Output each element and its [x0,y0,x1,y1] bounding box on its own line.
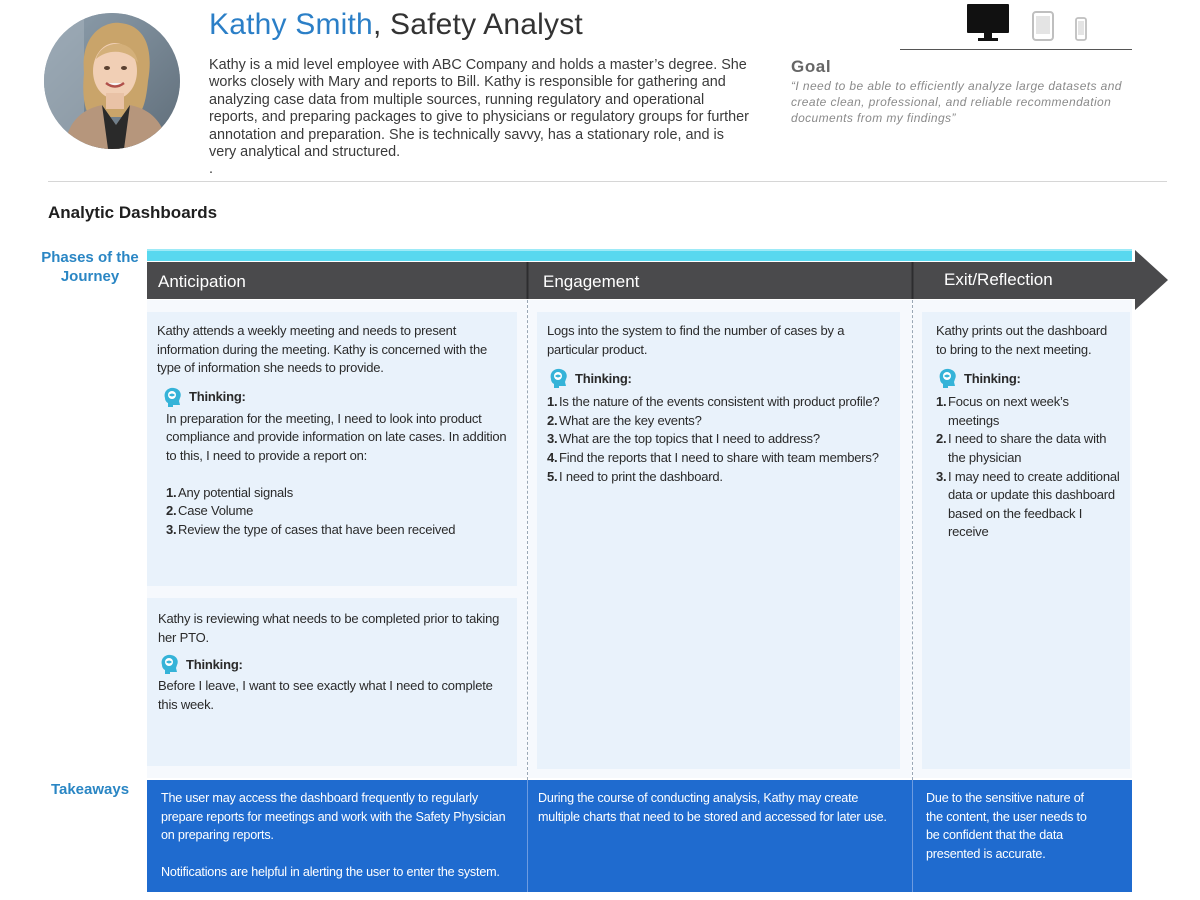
anticipation-report-list [166,484,507,540]
column-divider [527,300,528,780]
persona-name: Kathy Smith [209,8,373,41]
persona-bio-text: Kathy is a mid level employee with ABC Company and holds a master’s degree. She works closely with Mary and reports to Bill. Kathy is responsible for gathering and analyzing case data from multiple sources, running regulatory and operational reports, and preparing packages to give to physicians or regulatory groups for further annotation and preparation. She is technically savvy, has a stationary role, and is very analytical and structured. [209,57,749,161]
takeaway-divider [912,780,913,892]
list-item: 3. I may need to create additional data or update this dashboard based on the feedback I receive [936,468,1120,540]
engagement-card [537,312,900,769]
thinking-label: Thinking: [186,656,243,672]
takeaway-divider [527,780,528,892]
phase-anticipation: Anticipation [158,272,246,291]
header-divider [48,181,1167,182]
takeaway-text: Notifications are helpful in alerting the user to enter the system. [161,864,500,879]
phase-engagement: Engagement [543,272,640,291]
list-item: 1. Is the nature of the events consistent with product profile? [547,394,880,410]
persona-title [209,8,583,42]
takeaway-text: Due to the sensitive nature of the content, the user needs to be confident that the data presented is accurate. [926,791,1087,861]
persona-bio-end: . [209,161,213,178]
anticipation-card-meeting [147,312,517,586]
list-item: 2. What are the key events? [547,412,702,428]
takeaways-label: Takeaways [50,781,130,798]
brain-head-icon [936,367,958,389]
persona-photo [44,13,180,149]
section-title: Analytic Dashboards [48,203,218,222]
list-item: 3. What are the top topics that I need to address? [547,431,820,447]
brain-head-icon [158,653,180,675]
list-item: 2. Case Volume [166,503,254,519]
column-divider [912,300,913,780]
list-item: 4. Find the reports that I need to share with team members? [547,449,879,465]
takeaway-text: During the course of conducting analysis, Kathy may create multiple charts that need to be stored and accessed for later use. [538,791,887,824]
desktop-icon [966,3,1010,43]
thinking-text: Before I leave, I want to see exactly what I need to complete this week. [158,678,493,712]
phone-icon [1075,17,1087,41]
card-text: Kathy attends a weekly meeting and needs to present information during the meeting. Kathy is concerned with the type of information she needs to provide. [157,323,488,376]
takeaway-text: The user may access the dashboard frequently to regularly prepare reports for meetings and work with the Safety Physician on preparing reports. [161,791,506,843]
goal-title: Goal [791,57,832,76]
thinking-header [161,386,507,408]
list-item: 3. Review the type of cases that have been received [166,521,456,537]
thinking-label: Thinking: [964,370,1021,386]
takeaway-engagement [528,780,912,892]
list-item: 5. I need to print the dashboard. [547,468,723,484]
persona-bio [209,57,754,179]
goal-quote: “I need to be able to efficiently analyze large datasets and create clean, professional, and reliable recommendation documents from my findings” [791,79,1122,125]
anticipation-card-pto [147,598,517,766]
takeaway-anticipation [147,780,527,892]
thinking-text: In preparation for the meeting, I need to look into product compliance and provide information on late cases. In addition to this, I need to provide a report on: [166,410,507,463]
phases-label: Phases of the Journey [41,249,139,285]
exit-card [922,312,1130,769]
list-item: 1. Any potential signals [166,484,294,500]
thinking-header [547,367,890,389]
persona-separator: , [372,8,391,41]
list-item: 1. Focus on next week’s meetings [936,394,1069,428]
tablet-icon [1032,11,1054,41]
card-text: Kathy prints out the dashboard to bring to the next meeting. [936,323,1108,357]
card-text: Logs into the system to find the number of cases by a particular product. [547,323,845,357]
thinking-label: Thinking: [189,389,246,405]
exit-reflection-list [936,393,1120,542]
brain-head-icon [161,386,183,408]
engagement-question-list [547,393,890,486]
card-text: Kathy is reviewing what needs to be completed prior to taking her PTO. [158,611,500,645]
persona-role: Safety Analyst [390,8,583,41]
list-item: 2. I need to share the data with the physician [936,431,1107,465]
takeaway-exit [913,780,1132,892]
thinking-header [158,653,507,675]
device-bar [900,3,1132,50]
phase-exit-reflection: Exit/Reflection [944,270,1053,289]
brain-head-icon [547,367,569,389]
thinking-header [936,367,1120,389]
persona-avatar [44,13,180,149]
thinking-label: Thinking: [575,370,632,386]
